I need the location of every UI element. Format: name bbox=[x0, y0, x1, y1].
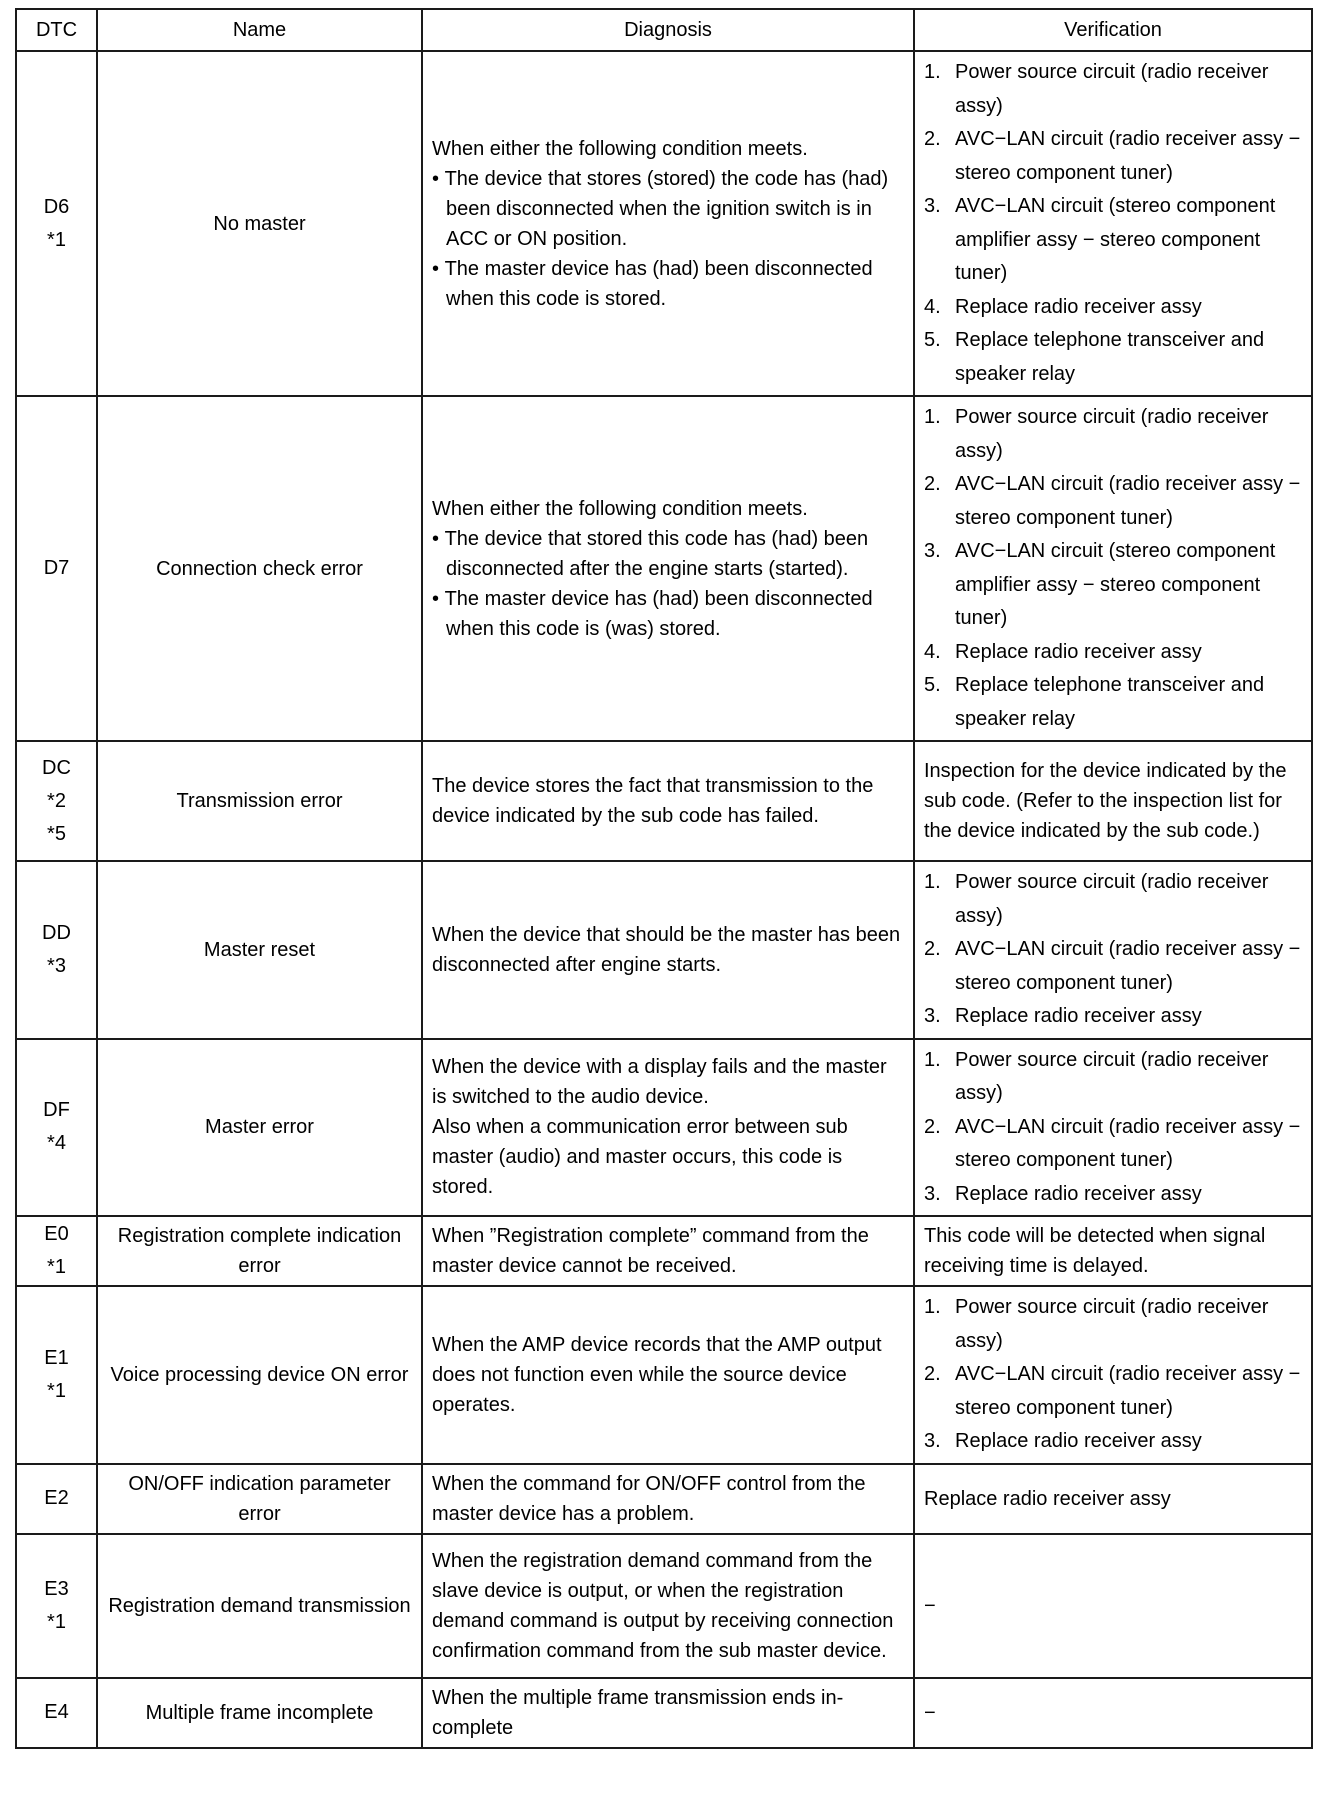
verification-step bbox=[924, 291, 1305, 325]
diagnosis-text: When the AMP device records that the AMP output does not function even while the source device operates. bbox=[432, 1333, 882, 1416]
dtc-code-line: D6 bbox=[43, 195, 70, 218]
verification-cell bbox=[914, 861, 1312, 1039]
diagnosis-text: When the device that should be the master has been disconnected after engine starts. bbox=[432, 923, 901, 976]
verification-step bbox=[924, 535, 1305, 636]
diagnosis-cell bbox=[422, 861, 914, 1039]
step-text: Power source circuit (radio receiver assy) bbox=[955, 1048, 1269, 1104]
diagnosis-text: When the multiple frame transmission ends incomplete bbox=[432, 1686, 844, 1739]
dtc-code-line: *1 bbox=[47, 228, 66, 251]
table-row bbox=[16, 1464, 1312, 1534]
dtc-code-line: E4 bbox=[44, 1701, 69, 1723]
dtc-code-line: DF bbox=[43, 1099, 70, 1122]
diagnosis-cell bbox=[422, 1039, 914, 1217]
step-number: 4. bbox=[924, 640, 941, 663]
step-text: Replace telephone transceiver and speaker relay bbox=[955, 329, 1265, 385]
name-cell: Registration complete indication error bbox=[97, 1216, 422, 1286]
verification-step bbox=[924, 933, 1305, 1000]
verification-text: Inspection for the device indicated by the sub code. (Refer to the inspection list for the device indicated by the sub code.) bbox=[924, 760, 1287, 842]
step-text: Power source circuit (radio receiver assy) bbox=[955, 871, 1269, 927]
dtc-cell bbox=[16, 1286, 97, 1464]
diagnosis-text: When the device with a display fails and the master is switched to the audio device. bbox=[432, 1056, 887, 1109]
step-text: Power source circuit (radio receiver assy) bbox=[955, 61, 1269, 117]
dtc-cell bbox=[16, 741, 97, 861]
dtc-cell bbox=[16, 396, 97, 741]
verification-none: − bbox=[924, 1701, 936, 1724]
step-number: 3. bbox=[924, 195, 941, 217]
name-cell: No master bbox=[97, 51, 422, 396]
dtc-code-line: *3 bbox=[47, 954, 66, 977]
step-text: Replace radio receiver assy bbox=[955, 1005, 1202, 1027]
verification-step bbox=[924, 468, 1305, 535]
dtc-code-line: *4 bbox=[47, 1132, 66, 1155]
step-number: 4. bbox=[924, 295, 941, 318]
step-text: Replace radio receiver assy bbox=[955, 295, 1202, 318]
table-row bbox=[16, 1534, 1312, 1678]
dtc-code-line: *5 bbox=[47, 822, 66, 845]
step-text: Replace radio receiver assy bbox=[955, 1430, 1202, 1452]
verification-none: − bbox=[924, 1594, 936, 1617]
verification-step bbox=[924, 1111, 1305, 1178]
dtc-table bbox=[15, 8, 1313, 1749]
name-cell: Transmission error bbox=[97, 741, 422, 861]
table-row bbox=[16, 396, 1312, 741]
step-number: 1. bbox=[924, 406, 941, 428]
verification-cell bbox=[914, 396, 1312, 741]
name-cell: Voice processing device ON error bbox=[97, 1286, 422, 1464]
verification-step bbox=[924, 123, 1305, 190]
dtc-cell bbox=[16, 861, 97, 1039]
dtc-code-line: DD bbox=[42, 921, 71, 944]
step-number: 1. bbox=[924, 61, 941, 83]
name-cell: Master error bbox=[97, 1039, 422, 1217]
diagnosis-bullet: • The device that stored this code has (had) been disconnected after the engine starts (started). bbox=[432, 524, 905, 584]
step-text: Replace radio receiver assy bbox=[955, 1182, 1202, 1205]
step-number: 2. bbox=[924, 473, 941, 495]
verification-step bbox=[924, 1358, 1305, 1425]
verification-step bbox=[924, 1425, 1305, 1459]
diagnosis-cell bbox=[422, 396, 914, 741]
table-row bbox=[16, 1286, 1312, 1464]
diagnosis-cell bbox=[422, 741, 914, 861]
diagnosis-bullet: • The master device has (had) been disconnected when this code is (was) stored. bbox=[432, 584, 905, 644]
step-text: AVC−LAN circuit (radio receiver assy − stereo component tuner) bbox=[955, 473, 1301, 529]
table-body bbox=[16, 51, 1312, 1748]
header-verification: Verification bbox=[914, 9, 1312, 51]
step-number: 2. bbox=[924, 128, 941, 150]
step-number: 3. bbox=[924, 1430, 941, 1452]
name-cell: Master reset bbox=[97, 861, 422, 1039]
name-cell: ON/OFF indication parameter error bbox=[97, 1464, 422, 1534]
step-text: AVC−LAN circuit (stereo component amplifier assy − stereo component tuner) bbox=[955, 540, 1276, 629]
dtc-code-line: *2 bbox=[47, 789, 66, 812]
diagnosis-cell bbox=[422, 1286, 914, 1464]
step-number: 1. bbox=[924, 871, 941, 893]
dtc-code-line: D7 bbox=[43, 557, 70, 579]
dtc-cell bbox=[16, 1039, 97, 1217]
table-row bbox=[16, 741, 1312, 861]
verification-step bbox=[924, 669, 1305, 736]
step-text: Power source circuit (radio receiver assy) bbox=[955, 1296, 1269, 1352]
verification-cell bbox=[914, 1216, 1312, 1286]
diagnosis-cell bbox=[422, 1534, 914, 1678]
diagnosis-bullet: • The master device has (had) been disconnected when this code is stored. bbox=[432, 254, 905, 314]
verification-step bbox=[924, 190, 1305, 291]
diagnosis-text: The device stores the fact that transmission to the device indicated by the sub code has failed. bbox=[432, 775, 874, 827]
diagnosis-text: When the registration demand command from the slave device is output, or when the registration demand command is output by receiving connection confirmation command from the sub master device. bbox=[432, 1549, 894, 1662]
dtc-code-line: *1 bbox=[47, 1256, 66, 1278]
step-number: 3. bbox=[924, 540, 941, 562]
diagnosis-cell bbox=[422, 1678, 914, 1748]
name-cell: Connection check error bbox=[97, 396, 422, 741]
dtc-cell bbox=[16, 1216, 97, 1286]
verification-cell bbox=[914, 1286, 1312, 1464]
dtc-code-line: *1 bbox=[47, 1379, 66, 1402]
table-row bbox=[16, 1039, 1312, 1217]
table-row bbox=[16, 861, 1312, 1039]
step-number: 1. bbox=[924, 1296, 941, 1318]
dtc-code-line: DC bbox=[42, 756, 71, 779]
step-number: 1. bbox=[924, 1048, 941, 1071]
verification-step bbox=[924, 636, 1305, 670]
table-row bbox=[16, 51, 1312, 396]
step-text: AVC−LAN circuit (radio receiver assy − stereo component tuner) bbox=[955, 1115, 1301, 1171]
verification-cell bbox=[914, 51, 1312, 396]
step-text: Replace telephone transceiver and speaker relay bbox=[955, 674, 1265, 730]
dtc-code-line: *1 bbox=[47, 1610, 66, 1633]
step-text: AVC−LAN circuit (radio receiver assy − stereo component tuner) bbox=[955, 128, 1301, 184]
dtc-code-line: E3 bbox=[44, 1577, 69, 1600]
name-cell: Multiple frame incomplete bbox=[97, 1678, 422, 1748]
dtc-cell bbox=[16, 1464, 97, 1534]
step-number: 2. bbox=[924, 1115, 941, 1138]
diagnosis-cell bbox=[422, 1464, 914, 1534]
step-number: 2. bbox=[924, 1363, 941, 1385]
step-number: 5. bbox=[924, 674, 941, 696]
verification-cell bbox=[914, 1039, 1312, 1217]
diagnosis-text: When either the following condition meets. bbox=[432, 497, 808, 520]
step-number: 2. bbox=[924, 938, 941, 960]
verification-cell bbox=[914, 1534, 1312, 1678]
step-number: 3. bbox=[924, 1005, 941, 1027]
header-name: Name bbox=[97, 9, 422, 51]
verification-step bbox=[924, 401, 1305, 468]
table-row bbox=[16, 1216, 1312, 1286]
step-text: AVC−LAN circuit (radio receiver assy − stereo component tuner) bbox=[955, 1363, 1301, 1419]
dtc-code-line: E1 bbox=[44, 1346, 69, 1369]
diagnosis-cell bbox=[422, 1216, 914, 1286]
verification-cell bbox=[914, 1464, 1312, 1534]
dtc-cell bbox=[16, 1678, 97, 1748]
dtc-table-container bbox=[15, 8, 1311, 1749]
diagnosis-cell bbox=[422, 51, 914, 396]
dtc-code-line: E2 bbox=[44, 1487, 69, 1509]
verification-step bbox=[924, 56, 1305, 123]
step-number: 5. bbox=[924, 329, 941, 351]
verification-cell bbox=[914, 741, 1312, 861]
verification-cell bbox=[914, 1678, 1312, 1748]
verification-step bbox=[924, 324, 1305, 391]
step-number: 3. bbox=[924, 1182, 941, 1205]
step-text: Power source circuit (radio receiver assy) bbox=[955, 406, 1269, 462]
verification-text: This code will be detected when signal receiving time is delayed. bbox=[924, 1225, 1266, 1277]
table-row bbox=[16, 1678, 1312, 1748]
step-text: AVC−LAN circuit (radio receiver assy − stereo component tuner) bbox=[955, 938, 1301, 994]
dtc-code-line: E0 bbox=[44, 1223, 69, 1245]
header-diagnosis: Diagnosis bbox=[422, 9, 914, 51]
step-text: AVC−LAN circuit (stereo component amplifier assy − stereo component tuner) bbox=[955, 195, 1276, 284]
diagnosis-text: When ”Registration complete” command from the master device cannot be received. bbox=[432, 1225, 869, 1277]
verification-step bbox=[924, 1178, 1305, 1212]
table-header-row bbox=[16, 9, 1312, 51]
verification-step bbox=[924, 1000, 1305, 1034]
dtc-cell bbox=[16, 51, 97, 396]
verification-text: Replace radio receiver assy bbox=[924, 1487, 1171, 1510]
verification-step bbox=[924, 866, 1305, 933]
diagnosis-text: When the command for ON/OFF control from the master device has a problem. bbox=[432, 1472, 866, 1525]
diagnosis-text: When either the following condition meets. bbox=[432, 137, 808, 160]
diagnosis-text: Also when a communication error between sub master (audio) and master occurs, this code is stored. bbox=[432, 1116, 848, 1199]
verification-step bbox=[924, 1044, 1305, 1111]
name-cell: Registration demand transmission bbox=[97, 1534, 422, 1678]
diagnosis-bullet: • The device that stores (stored) the code has (had) been disconnected when the ignition switch is in ACC or ON position. bbox=[432, 164, 905, 254]
dtc-cell bbox=[16, 1534, 97, 1678]
header-dtc: DTC bbox=[16, 9, 97, 51]
verification-step bbox=[924, 1291, 1305, 1358]
step-text: Replace radio receiver assy bbox=[955, 640, 1202, 663]
